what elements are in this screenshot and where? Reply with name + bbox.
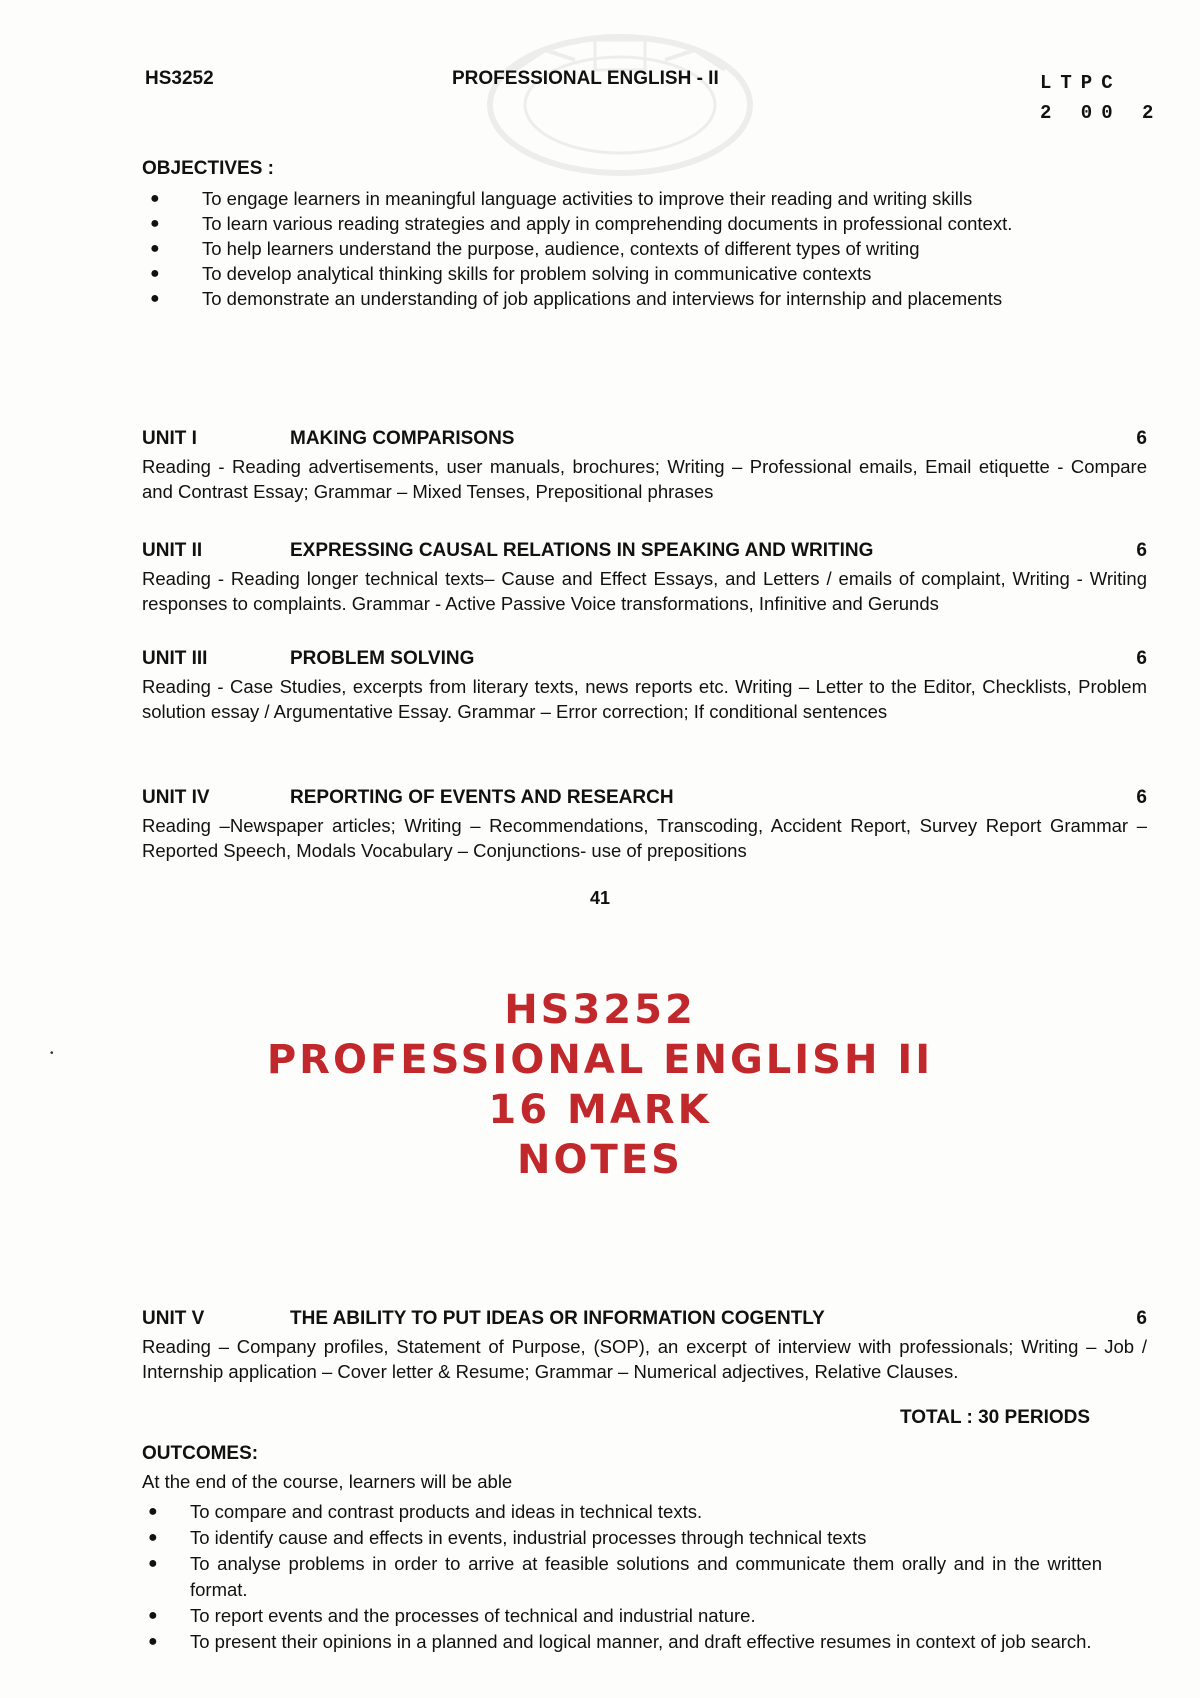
objective-text: To engage learners in meaningful language activities to improve their reading and writing skills <box>202 188 973 209</box>
list-item <box>142 1603 1102 1629</box>
unit-number: UNIT V <box>142 1308 205 1329</box>
bullet-dot-icon: ● <box>148 1555 158 1572</box>
bullet-dot-icon: ● <box>148 1503 158 1520</box>
unit-number: UNIT I <box>142 428 197 449</box>
list-item <box>142 1551 1102 1603</box>
list-item <box>142 261 1147 286</box>
unit-title: MAKING COMPARISONS <box>290 428 515 449</box>
list-item <box>142 236 1147 261</box>
unit-hours: 6 <box>1136 787 1147 808</box>
course-title: PROFESSIONAL ENGLISH - II <box>452 68 719 89</box>
unit-body: Reading - Case Studies, excerpts from literary texts, news reports etc. Writing – Letter to the Editor, Checklists, Problem solution essay / Argumentative Essay. Grammar – Error correction; If conditional sentences <box>142 676 1147 722</box>
outcome-text: To identify cause and effects in events, industrial processes through technical texts <box>190 1527 867 1548</box>
unit-body: Reading –Newspaper articles; Writing – Recommendations, Transcoding, Accident Report, Survey Report Grammar – Reported Speech, Modals Vocabulary – Conjunctions- use of prepositions <box>142 815 1147 861</box>
list-item <box>142 186 1147 211</box>
unit-heading <box>142 648 1147 670</box>
bullet-dot-icon: ● <box>148 1633 158 1650</box>
bullet-dot-icon: ● <box>148 1529 158 1546</box>
unit-body: Reading – Company profiles, Statement of Purpose, (SOP), an excerpt of interview with professionals; Writing – Job / Internship application – Cover letter & Resume; Grammar – Numerical adjectives, Relative Clauses. <box>142 1336 1147 1382</box>
list-item <box>142 1629 1102 1655</box>
list-item <box>142 286 1147 311</box>
page-number: 41 <box>589 888 611 908</box>
unit-number: UNIT IV <box>142 787 210 808</box>
unit-body: Reading - Reading advertisements, user manuals, brochures; Writing – Professional emails, Email etiquette - Compare and Contrast Essay; Grammar – Mixed Tenses, Prepositional phrases <box>142 456 1147 502</box>
outcomes-section <box>142 1443 1102 1655</box>
unit-title: PROBLEM SOLVING <box>290 648 475 669</box>
unit-hours: 6 <box>1136 1308 1147 1329</box>
outcome-text: To report events and the processes of technical and industrial nature. <box>190 1605 756 1626</box>
unit-hours: 6 <box>1136 540 1147 561</box>
unit-hours: 6 <box>1136 648 1147 669</box>
outcome-text: To analyse problems in order to arrive at feasible solutions and communicate them orally and in the written format. <box>190 1553 1102 1600</box>
banner-line: 16 MΑRK <box>488 1087 712 1133</box>
outcome-text: To compare and contrast products and ideas in technical texts. <box>190 1501 703 1522</box>
notes-banner <box>0 985 1200 1185</box>
objectives-section <box>142 158 1147 311</box>
unit-number: UNIT III <box>142 648 208 669</box>
total-periods: TOTAL : 30 PERIODS <box>900 1407 1091 1428</box>
list-item <box>142 1525 1102 1551</box>
banner-line: NOTES <box>517 1137 683 1183</box>
unit-5-section <box>142 1308 1147 1384</box>
bullet-dot-icon: ● <box>150 190 160 207</box>
outcomes-list <box>142 1499 1102 1655</box>
bullet-dot-icon: ● <box>150 215 160 232</box>
unit-heading <box>142 428 1147 450</box>
objective-text: To help learners understand the purpose, audience, contexts of different types of writing <box>202 238 920 259</box>
bullet-dot-icon: ● <box>150 265 160 282</box>
unit-heading <box>142 787 1147 809</box>
unit-title: EXPRESSING CAUSAL RELATIONS IN SPEAKING AND WRITING <box>290 540 874 561</box>
ltpc-credits <box>1040 68 1162 128</box>
outcomes-heading: OUTCOMES: <box>142 1443 259 1464</box>
banner-line: PROFESSIONΑL ENGLISH II <box>266 1037 934 1083</box>
unit-4-section <box>142 787 1147 863</box>
list-item <box>142 211 1147 236</box>
unit-heading <box>142 540 1147 562</box>
unit-title: REPORTING OF EVENTS AND RESEARCH <box>290 787 674 808</box>
objective-text: To learn various reading strategies and apply in comprehending documents in professional context. <box>202 213 1013 234</box>
unit-2-section <box>142 540 1147 616</box>
outcome-text: To present their opinions in a planned and logical manner, and draft effective resumes in context of job search. <box>190 1631 1092 1652</box>
unit-3-section <box>142 648 1147 724</box>
course-code: HS3252 <box>145 68 214 89</box>
bullet-dot-icon: ● <box>148 1607 158 1624</box>
unit-body: Reading - Reading longer technical texts– Cause and Effect Essays, and Letters / emails of complaint, Writing - Writing responses to complaints. Grammar - Active Passive Voice transformations, Infinitive and Gerunds <box>142 568 1147 614</box>
ltpc-values: 2 00 2 <box>1040 102 1163 124</box>
objective-text: To develop analytical thinking skills for problem solving in communicative contexts <box>202 263 872 284</box>
objectives-heading: OBJECTIVES : <box>142 158 274 179</box>
ltpc-labels: LTPC <box>1040 72 1122 94</box>
outcomes-intro: At the end of the course, learners will be able <box>142 1471 513 1492</box>
bullet-dot-icon: ● <box>150 240 160 257</box>
bullet-dot-icon: ● <box>150 290 160 307</box>
objectives-list <box>142 186 1147 311</box>
objective-text: To demonstrate an understanding of job applications and interviews for internship and placements <box>202 288 1003 309</box>
unit-title: THE ABILITY TO PUT IDEAS OR INFORMATION COGENTLY <box>290 1308 825 1329</box>
unit-hours: 6 <box>1136 428 1147 449</box>
scan-speck: • <box>50 1048 54 1059</box>
unit-1-section <box>142 428 1147 504</box>
banner-line: HS3252 <box>504 987 696 1033</box>
unit-heading <box>142 1308 1147 1330</box>
list-item <box>142 1499 1102 1525</box>
unit-number: UNIT II <box>142 540 203 561</box>
